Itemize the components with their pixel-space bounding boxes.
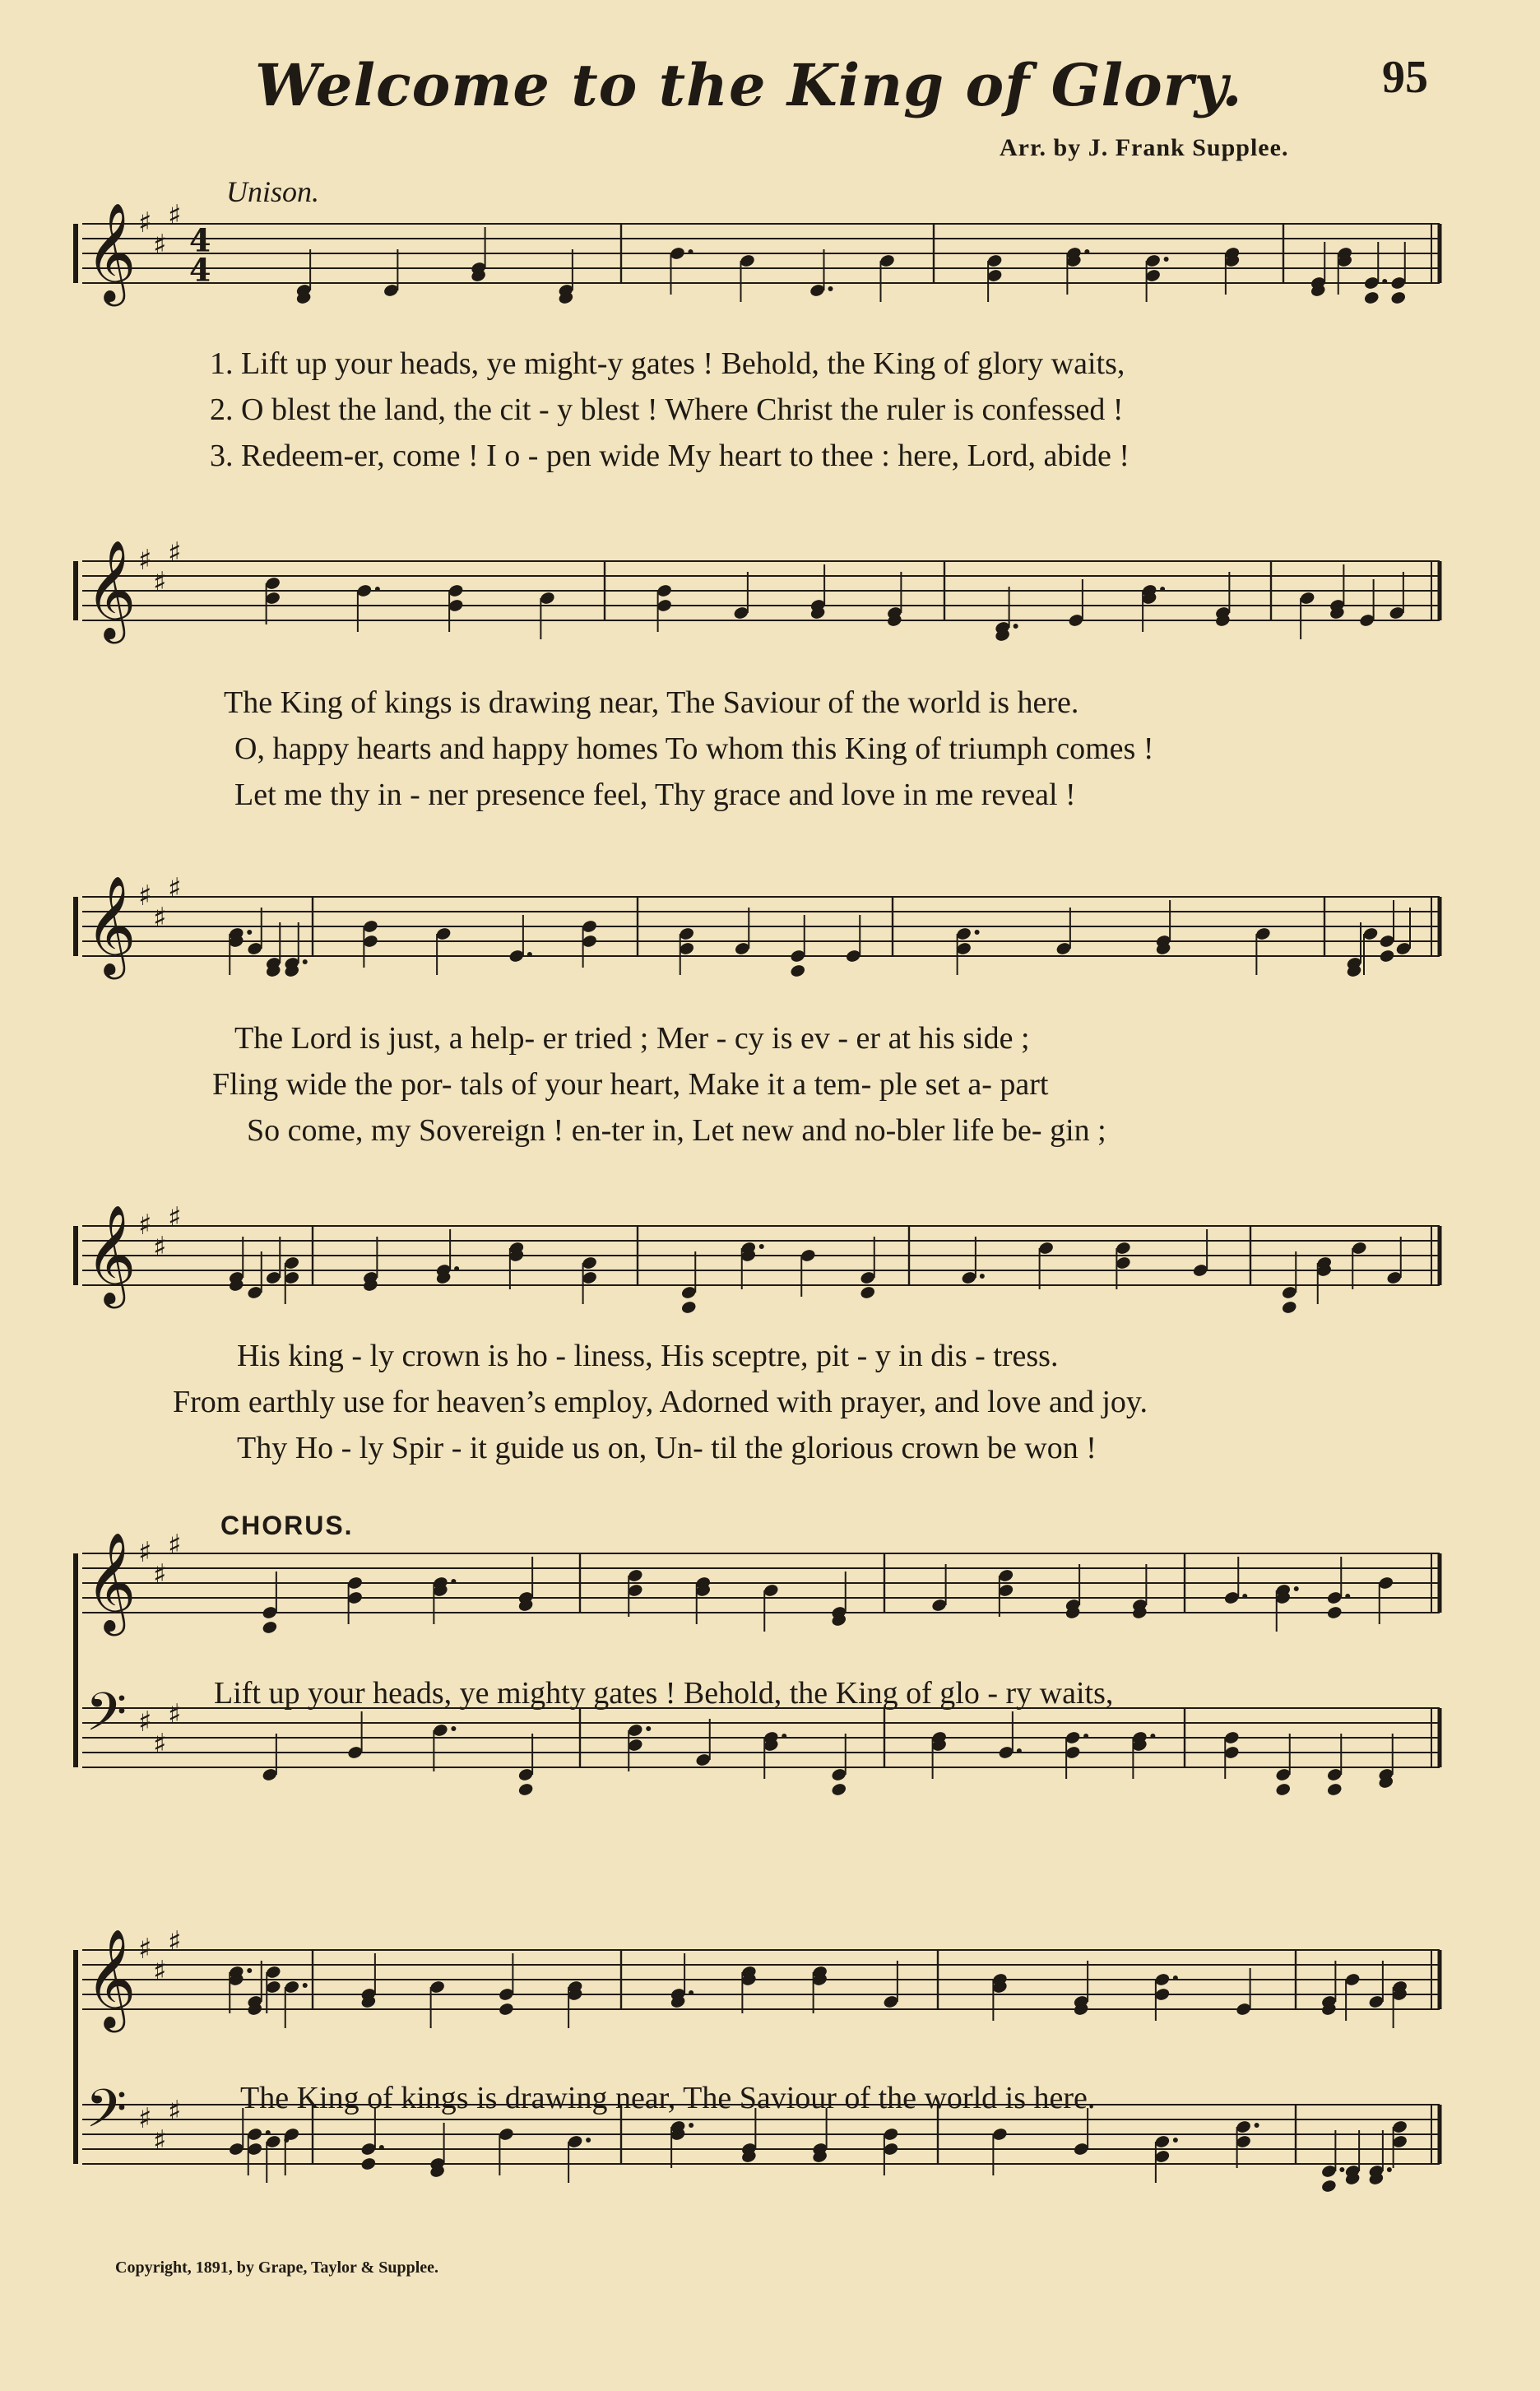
arranger-credit: Arr. by J. Frank Supplee.: [1000, 134, 1289, 161]
sharp-icon: ♯: [168, 1698, 182, 1731]
treble-clef-icon: 𝄞: [86, 539, 137, 640]
lyric-verse-2: From earthly use for heaven’s employ, Adorned with prayer, and love and joy.: [173, 1385, 1148, 1419]
sharp-icon: ♯: [153, 566, 167, 599]
lyric-verse-1: The Lord is just, a help- er tried ; Mer - cy is ev - er at his side ;: [234, 1021, 1030, 1056]
sharp-icon: ♯: [168, 1925, 182, 1958]
lyric-verse-1: 1. Lift up your heads, ye might-y gates ! Behold, the King of glory waits,: [210, 346, 1125, 381]
sharp-icon: ♯: [138, 207, 152, 239]
sharp-icon: ♯: [138, 880, 152, 912]
sharp-icon: ♯: [153, 1955, 167, 1988]
unison-direction: Unison.: [226, 175, 320, 208]
chorus-direction: CHORUS.: [220, 1511, 354, 1540]
lyric-verse-3: Thy Ho - ly Spir - it guide us on, Un- til the glorious crown be won !: [237, 1431, 1097, 1465]
sharp-icon: ♯: [138, 544, 152, 577]
note-head: [360, 2157, 378, 2171]
dot: [266, 2130, 271, 2135]
copyright-notice: Copyright, 1891, by Grape, Taylor & Supplee.: [115, 2259, 439, 2277]
sharp-icon: ♯: [138, 2102, 152, 2135]
bass-clef-icon: 𝄢: [86, 2078, 128, 2153]
chorus-lyric: Lift up your heads, ye mighty gates ! Behold, the King of glo - ry waits,: [214, 1676, 1114, 1711]
lyric-verse-3: 3. Redeem-er, come ! I o - pen wide My heart to thee : here, Lord, abide !: [210, 439, 1129, 473]
sharp-icon: ♯: [168, 1529, 182, 1562]
dot: [586, 2138, 591, 2143]
dot: [689, 1990, 693, 1995]
lyric-verse-3: So come, my Sovereign ! en-ter in, Let new and no-bler life be- gin ;: [247, 1113, 1106, 1148]
sharp-icon: ♯: [153, 2124, 167, 2157]
sharp-icon: ♯: [138, 1209, 152, 1242]
dot: [1255, 2123, 1259, 2128]
treble-clef-icon: 𝄞: [86, 1531, 137, 1632]
treble-clef-icon: 𝄞: [86, 1928, 137, 2029]
dot: [1339, 2167, 1344, 2172]
lyric-verse-2: Fling wide the por- tals of your heart, Make it a tem- ple set a- part: [212, 1067, 1049, 1102]
page-number: 95: [1382, 52, 1428, 103]
sharp-icon: ♯: [138, 1706, 152, 1739]
time-signature-digit: 4: [189, 221, 211, 259]
note-head: [498, 2002, 515, 2017]
dot: [247, 1968, 252, 1973]
treble-clef-icon: 𝄞: [86, 1204, 137, 1305]
dot: [689, 2123, 693, 2128]
bass-clef-icon: 𝄢: [86, 1682, 128, 1757]
sharp-icon: ♯: [153, 1728, 167, 1761]
lyric-verse-1: The King of kings is drawing near, The Saviour of the world is here.: [224, 685, 1079, 720]
sharp-icon: ♯: [168, 2095, 182, 2128]
dot: [1173, 1975, 1178, 1980]
lyric-verse-3: Let me thy in - ner presence feel, Thy grace and love in me reveal !: [234, 778, 1076, 812]
sharp-icon: ♯: [168, 199, 182, 232]
sharp-icon: ♯: [138, 1536, 152, 1569]
sharp-icon: ♯: [153, 1558, 167, 1591]
treble-clef-icon: 𝄞: [86, 202, 137, 303]
sharp-icon: ♯: [168, 1201, 182, 1234]
sharp-icon: ♯: [168, 536, 182, 569]
dot: [1173, 2138, 1178, 2143]
treble-clef-icon: 𝄞: [86, 875, 137, 976]
sharp-icon: ♯: [153, 902, 167, 935]
time-signature-digit: 4: [189, 251, 211, 289]
lyric-verse-1: His king - ly crown is ho - liness, His sceptre, pit - y in dis - tress.: [237, 1339, 1059, 1373]
lyric-verse-2: 2. O blest the land, the cit - y blest ! Where Christ the ruler is confessed !: [210, 392, 1124, 427]
sharp-icon: ♯: [153, 229, 167, 262]
lyric-verse-2: O, happy hearts and happy homes To whom this King of triumph comes !: [234, 731, 1154, 766]
note-head: [1320, 2179, 1338, 2194]
dot: [1387, 2167, 1392, 2172]
hymn-title: Welcome to the King of Glory.: [255, 51, 1243, 119]
sharp-icon: ♯: [168, 872, 182, 905]
sharp-icon: ♯: [153, 1231, 167, 1264]
sharp-icon: ♯: [138, 1933, 152, 1966]
dot: [303, 1983, 308, 1988]
staff: [82, 1925, 1440, 2032]
chorus-lyric: The King of kings is drawing near, The Saviour of the world is here.: [240, 2081, 1096, 2115]
dot: [379, 2145, 384, 2150]
